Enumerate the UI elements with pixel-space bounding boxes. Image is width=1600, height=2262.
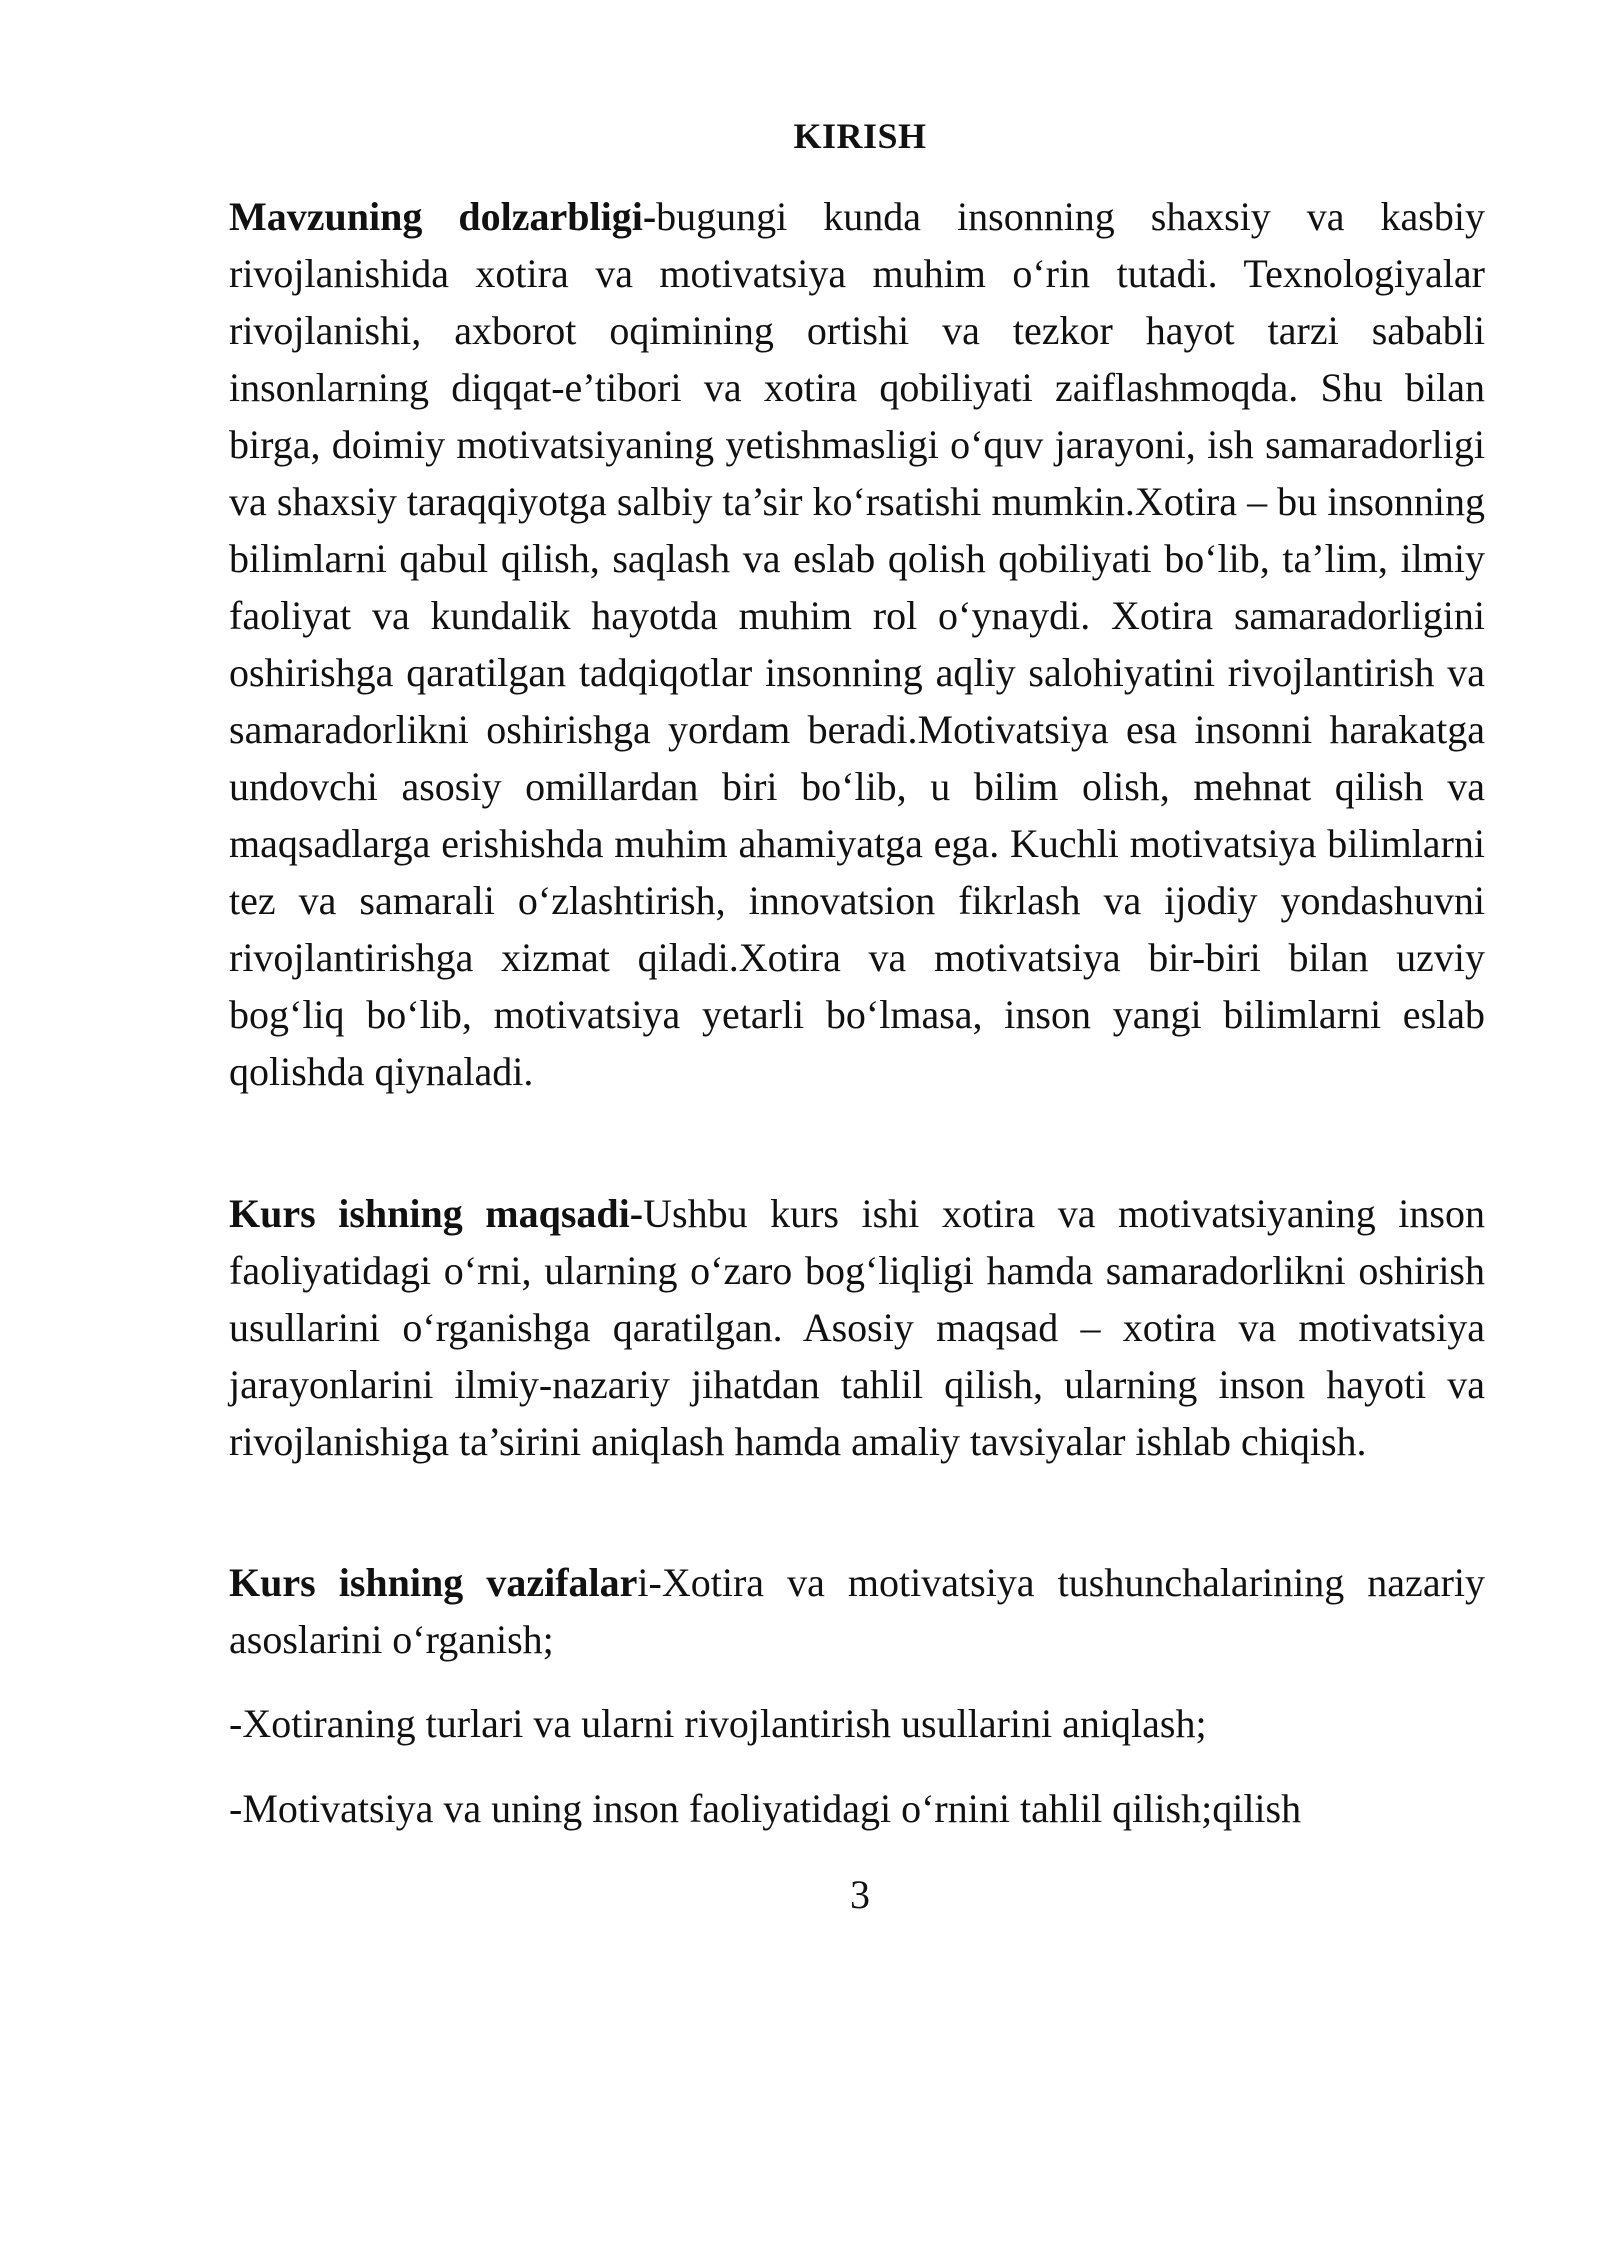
paragraph-relevance-text: bugungi kunda insonning shaxsiy va kasbiy rivojlanishida xotira va motivatsiya muhim o‘rin tutadi. Texnologiyalar rivojlanishi, axborot oqimining ortishi va tezkor hayot tarzi sababli insonlarning diqqat-e’tibori va xotira qobiliyati zaiflashmoqda. Shu bilan birga, doimiy motivatsiyaning yetishmasligi o‘quv jarayoni, ish samaradorligi va shaxsiy taraqqiyotga salbiy ta’sir ko‘rsatishi mumkin.Xotira – bu insonning bilimlarni qabul qilish, saqlash va eslab qolish qobiliyati bo‘lib, ta’lim, ilmiy faoliyat va kundalik hayotda muhim rol o‘ynaydi. Xotira samaradorligini oshirishga qaratilgan tadqiqotlar insonning aqliy salohiyatini rivojlantirish va samaradorlikni oshirishga yordam beradi.Motivatsiya esa insonni harakatga undovchi asosiy omillardan biri bo‘lib, u bilim olish, mehnat qilish va maqsadlarga erishishda muhim ahamiyatga ega. Kuchli motivatsiya bilimlarni tez va samarali o‘zlashtirish, innovatsion fikrlash va ijodiy yondashuvni rivojlantirishga xizmat qiladi.Xotira va motivatsiya bir-biri bilan uzviy bog‘liq bo‘lib, motivatsiya yetarli bo‘lmasa, inson yangi bilimlarni eslab qolishda qiynaladi. xyxy=(229,194,1485,1094)
list-item: -Xotiraning turlari va ularni rivojlantirish usullarini aniqlash; xyxy=(229,1701,1207,1746)
paragraph-tasks-lead: Kurs ishning vazifalar xyxy=(229,1560,638,1605)
paragraph-relevance-lead: Mavzuning dolzarbligi- xyxy=(229,194,657,239)
page-heading: KIRISH xyxy=(793,116,927,156)
paragraph-relevance xyxy=(229,188,1485,1100)
list-item: -Motivatsiya va uning inson faoliyatidagi o‘rnini tahlil qilish;qilish xyxy=(229,1786,1302,1831)
paragraph-tasks xyxy=(229,1554,1485,1668)
page-number: 3 xyxy=(850,1872,870,1917)
paragraph-goal-lead: Kurs ishning maqsadi- xyxy=(229,1191,644,1236)
paragraph-goal xyxy=(229,1185,1485,1470)
paragraph-goal-text: Ushbu kurs ishi xotira va motivatsiyaning inson faoliyatidagi o‘rni, ularning o‘zaro bog‘liqligi hamda samaradorlikni oshirish usullarini o‘rganishga qaratilgan. Asosiy maqsad – xotira va motivatsiya jarayonlarini ilmiy-nazariy jihatdan tahlil qilish, ularning inson hayoti va rivojlanishiga ta’sirini aniqlash hamda amaliy tavsiyalar ishlab chiqish. xyxy=(229,1191,1485,1464)
paragraph-tasks-text: i-Xotira va motivatsiya tushunchalarining nazariy asoslarini o‘rganish; xyxy=(229,1560,1485,1662)
